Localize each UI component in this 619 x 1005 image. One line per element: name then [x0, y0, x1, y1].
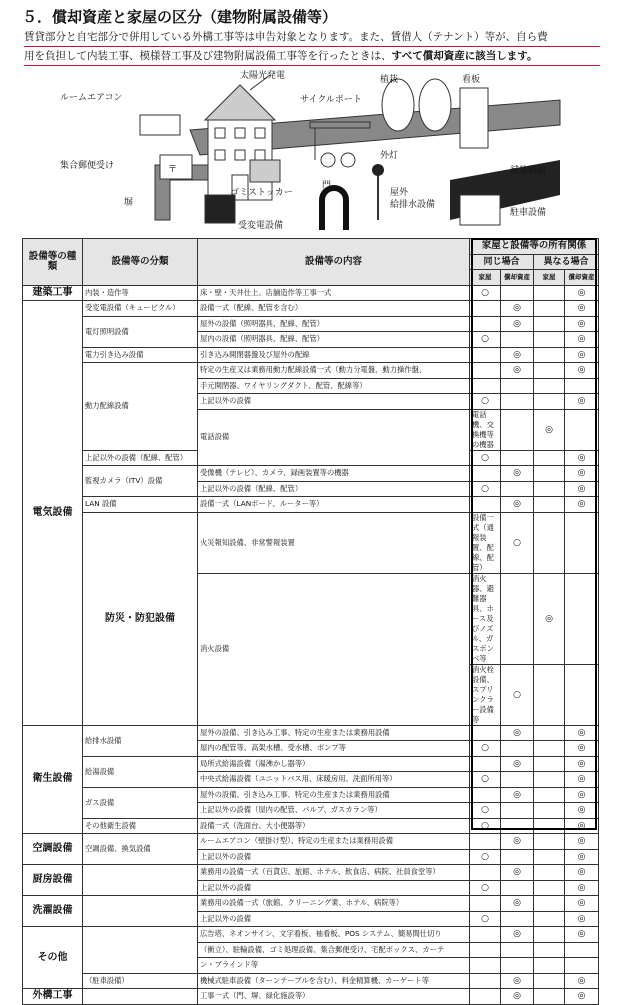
table-row	[23, 787, 599, 803]
content-cell: 消火栓設備、スプリンクラー設備等	[470, 664, 501, 725]
mark-cell	[470, 973, 501, 989]
mark-cell	[501, 958, 534, 974]
mark-cell: ◎	[501, 973, 534, 989]
mark-cell: ◎	[565, 301, 599, 317]
classification-cell: 電力引き込み設備	[83, 347, 198, 363]
table-row	[23, 497, 599, 513]
mark-cell: ◎	[565, 880, 599, 896]
intro-line-1: 賃貸部分と自宅部分で併用している外構工事等は申告対象となります。また、賃借人（テナント）等が、自ら費	[24, 28, 600, 47]
table-row	[23, 896, 599, 912]
mark-cell	[470, 497, 501, 513]
header-same: 同じ場合	[470, 254, 534, 270]
asset-classification-table	[22, 238, 599, 1005]
mark-cell	[534, 332, 565, 348]
mark-cell: ◎	[565, 787, 599, 803]
intro-line-2	[24, 47, 600, 66]
building-illustration	[60, 70, 580, 240]
content-cell: 業務用の設備一式（百貨店、旅館、ホテル、飲食店、病院、社員食堂等）	[198, 865, 470, 881]
header-content: 設備等の内容	[198, 239, 470, 286]
mark-cell	[534, 849, 565, 865]
table-row	[23, 301, 599, 317]
mark-cell	[470, 834, 501, 850]
tree-icon-2	[419, 79, 451, 131]
header-classification: 設備等の分類	[83, 239, 198, 286]
classification-cell: 電灯照明設備	[83, 316, 198, 347]
mark-cell	[565, 573, 599, 664]
table-row	[23, 347, 599, 363]
mark-cell	[565, 942, 599, 958]
content-cell: 屋外の設備、引き込み工事、特定の生産または業務用設備	[198, 787, 470, 803]
intro-line-2-text: 用を負担して内装工事、模様替工事及び建物附属設備工事等を行ったときは、	[24, 50, 392, 62]
content-cell: 設備一式（配線、配管を含む）	[198, 301, 470, 317]
mark-cell	[534, 301, 565, 317]
mark-cell: ○	[470, 285, 501, 301]
mark-cell	[565, 378, 599, 394]
mark-cell	[501, 481, 534, 497]
content-cell: 上記以外の設備	[198, 849, 470, 865]
mark-cell	[534, 497, 565, 513]
mark-cell: ○	[470, 332, 501, 348]
mark-cell	[501, 911, 534, 927]
mark-cell	[534, 394, 565, 410]
mark-cell	[534, 481, 565, 497]
mark-cell	[534, 450, 565, 466]
content-cell: （衝立）、駐輪設備、ゴミ処理設備、集合郵便受け、宅配ボックス、カーテ	[198, 942, 470, 958]
mark-cell	[534, 466, 565, 482]
header-different: 異なる場合	[534, 254, 599, 270]
mark-cell: ○	[470, 849, 501, 865]
mark-cell	[470, 958, 501, 974]
label-signboard: 看板	[462, 75, 481, 85]
mark-cell: ◎	[565, 772, 599, 788]
category-cell: 空調設備	[23, 834, 83, 865]
category-cell: 厨房設備	[23, 865, 83, 896]
parking-icon	[460, 195, 500, 225]
mark-cell	[534, 285, 565, 301]
mark-cell	[534, 316, 565, 332]
classification-cell: LAN 設備	[83, 497, 198, 513]
table-row	[23, 834, 599, 850]
label-paving: 舗装路面	[510, 166, 547, 176]
mark-cell	[534, 973, 565, 989]
mark-cell: ○	[470, 394, 501, 410]
mark-cell: ○	[470, 818, 501, 834]
mark-cell: ◎	[565, 466, 599, 482]
mark-cell: ◎	[565, 347, 599, 363]
mark-cell: ◎	[565, 725, 599, 741]
label-mailbox: 集合郵便受け	[60, 161, 115, 171]
label-aircon: ルームエアコン	[60, 93, 123, 103]
classification-cell: 消火設備	[198, 573, 470, 725]
signboard-icon	[460, 88, 488, 148]
classification-cell: ガス設備	[83, 787, 198, 818]
mark-cell	[470, 989, 501, 1005]
content-cell: 電話機、交換機等の機器	[470, 409, 501, 450]
label-light: 外灯	[380, 151, 399, 161]
classification-cell: 空調設備、換気設備	[83, 834, 198, 865]
mark-cell	[501, 818, 534, 834]
content-cell: ン・ブラインド等	[198, 958, 470, 974]
content-cell: 受像機（テレビ）、カメラ、録画装置等の機器	[198, 466, 470, 482]
label-wall: 塀	[124, 198, 134, 208]
label-cycleport: サイクルポート	[300, 95, 362, 105]
mark-cell	[501, 450, 534, 466]
mark-cell	[534, 725, 565, 741]
mark-cell: ◎	[565, 363, 599, 379]
category-cell: 洗濯設備	[23, 896, 83, 927]
mark-cell	[565, 512, 599, 573]
mark-cell	[534, 756, 565, 772]
label-drainage-1: 屋外	[390, 188, 409, 198]
classification-cell	[83, 865, 198, 896]
content-cell: 機械式駐車設備（ターンテーブルを含む）、料金精算機、カーゲート等	[198, 973, 470, 989]
mark-cell: ◎	[501, 497, 534, 513]
mark-cell: ○	[470, 772, 501, 788]
table-row	[23, 756, 599, 772]
category-cell: 衛生設備	[23, 725, 83, 834]
mark-cell	[470, 363, 501, 379]
mark-cell: ◎	[565, 450, 599, 466]
mark-cell	[534, 512, 565, 573]
content-cell: 上記以外の設備	[198, 911, 470, 927]
label-garbage: ゴミストッカー	[230, 188, 293, 198]
mark-cell: ◎	[565, 896, 599, 912]
mark-cell	[534, 363, 565, 379]
mark-cell	[470, 865, 501, 881]
mark-cell: ◎	[501, 316, 534, 332]
garbage-box-icon	[250, 160, 280, 182]
aircon-icon	[140, 115, 180, 135]
mark-cell	[470, 378, 501, 394]
page-title: ５．償却資産と家屋の区分（建物附属設備等）	[22, 8, 338, 26]
intro-line-2-bold: すべて償却資産に該当します。	[391, 50, 538, 62]
content-cell: 屋外の設備（照明器具、配線、配管）	[198, 316, 470, 332]
street-light-icon	[372, 164, 384, 220]
content-cell: 中央式給湯設備（ユニットバス用、床暖房用、洗面所用等）	[198, 772, 470, 788]
content-cell: 設備一式（LANボード、ルーター等）	[198, 497, 470, 513]
mark-cell: ◎	[501, 787, 534, 803]
content-cell: 設備一式（通報装置、配線、配管）	[470, 512, 501, 573]
header-house-diff: 家屋	[534, 270, 565, 286]
header-house-same: 家屋	[470, 270, 501, 286]
table-row	[23, 989, 599, 1005]
gate-icon	[322, 188, 346, 230]
mark-cell: ◎	[501, 989, 534, 1005]
mark-cell	[534, 772, 565, 788]
mark-cell: ◎	[565, 481, 599, 497]
mark-cell	[534, 880, 565, 896]
mark-cell	[501, 772, 534, 788]
mark-cell: ◎	[501, 363, 534, 379]
table-row	[23, 363, 599, 379]
classification-cell: 監視カメラ（ITV）設備	[83, 466, 198, 497]
table-row	[23, 818, 599, 834]
category-cell: 外構工事	[23, 989, 83, 1005]
mark-cell	[501, 378, 534, 394]
content-cell: 広告塔、ネオンサイン、文字看板、袖看板、POS システム、簡易間仕切り	[198, 927, 470, 943]
tree-icon	[382, 79, 414, 131]
label-parking: 駐車設備	[510, 208, 547, 218]
content-cell: 消火器、避難器具、ホース及びノズル、ガスボンベ等	[470, 573, 501, 664]
mark-cell	[565, 409, 599, 450]
mark-cell	[534, 989, 565, 1005]
mark-cell	[501, 741, 534, 757]
mark-cell	[501, 942, 534, 958]
mark-cell	[501, 332, 534, 348]
label-solar: 太陽光発電	[240, 71, 286, 81]
classification-cell: 給湯設備	[83, 756, 198, 787]
label-substation: 受変電設備	[238, 221, 284, 231]
mark-cell: ◎	[565, 497, 599, 513]
content-cell: 手元開閉器、ワイヤリングダクト、配管、配線等）	[198, 378, 470, 394]
mailbox-symbol: 〒	[168, 165, 178, 175]
mark-cell: ○	[470, 880, 501, 896]
mark-cell: ◎	[534, 573, 565, 664]
mark-cell	[534, 927, 565, 943]
mark-cell	[534, 911, 565, 927]
classification-cell: 内装・造作等	[83, 285, 198, 301]
mark-cell: ◎	[565, 849, 599, 865]
classification-cell: 電話設備	[198, 409, 470, 466]
mark-cell	[534, 347, 565, 363]
mark-cell: ○	[501, 512, 534, 573]
mark-cell	[501, 573, 534, 664]
mark-cell	[501, 880, 534, 896]
mark-cell: ◎	[501, 466, 534, 482]
classification-cell	[83, 989, 198, 1005]
classification-cell: その他衛生設備	[83, 818, 198, 834]
mark-cell	[534, 942, 565, 958]
table-row	[23, 466, 599, 482]
mark-cell: ◎	[501, 865, 534, 881]
header-category: 設備等の種類	[23, 239, 83, 286]
content-cell: 屋内の配管等、高架水槽、受水槽、ポンプ等	[198, 741, 470, 757]
mark-cell: ◎	[501, 725, 534, 741]
classification-cell: 動力配線設備	[83, 363, 198, 451]
classification-cell: 火災報知設備、非常警報装置	[198, 512, 470, 573]
mark-cell: ◎	[565, 911, 599, 927]
mark-cell: ◎	[565, 756, 599, 772]
mark-cell: ○	[470, 481, 501, 497]
label-drainage-2: 給排水設備	[390, 200, 436, 210]
mark-cell	[501, 409, 534, 450]
mark-cell: ○	[470, 803, 501, 819]
mark-cell	[565, 958, 599, 974]
mark-cell: ◎	[565, 834, 599, 850]
category-cell: 建築工事	[23, 285, 83, 301]
mark-cell	[534, 958, 565, 974]
mark-cell	[470, 301, 501, 317]
mark-cell	[534, 834, 565, 850]
classification-cell: （駐車設備）	[83, 973, 198, 989]
mark-cell: ◎	[565, 818, 599, 834]
mark-cell: ○	[501, 664, 534, 725]
table-row	[23, 316, 599, 332]
mark-cell	[534, 865, 565, 881]
mark-cell	[565, 664, 599, 725]
content-cell: 上記以外の設備（屋内の配管、バルブ、ガスカラン等）	[198, 803, 470, 819]
content-cell: 特定の生産又は業務用動力配線設備一式（動力分電盤、動力操作盤、	[198, 363, 470, 379]
mark-cell	[534, 741, 565, 757]
mark-cell	[534, 664, 565, 725]
mark-cell: ◎	[565, 989, 599, 1005]
content-cell: 設備一式（洗面台、大小便器等）	[198, 818, 470, 834]
content-cell: 局所式給湯設備（湯沸かし器等）	[198, 756, 470, 772]
mark-cell	[501, 803, 534, 819]
mark-cell: ◎	[565, 285, 599, 301]
content-cell: 床・壁・天井仕上、店舗造作等工事一式	[198, 285, 470, 301]
content-cell: 屋外の設備、引き込み工事、特定の生産または業務用設備	[198, 725, 470, 741]
mark-cell: ◎	[565, 973, 599, 989]
mark-cell: ○	[470, 741, 501, 757]
content-cell: 工事一式（門、塀、緑化施設等）	[198, 989, 470, 1005]
mark-cell: ◎	[501, 896, 534, 912]
mark-cell: ◎	[501, 347, 534, 363]
mark-cell: ◎	[501, 756, 534, 772]
mark-cell: ○	[470, 911, 501, 927]
mark-cell	[470, 787, 501, 803]
classification-cell	[83, 896, 198, 927]
header-relation: 家屋と設備等の所有関係	[470, 239, 599, 255]
table-row	[23, 865, 599, 881]
content-cell: 上記以外の設備	[198, 394, 470, 410]
mark-cell	[534, 787, 565, 803]
header-asset-same: 償却資産	[501, 270, 534, 286]
content-cell: 引き込み開閉器盤及び屋外の配線	[198, 347, 470, 363]
content-cell: 上記以外の設備（配線、配管）	[198, 481, 470, 497]
category-cell: 防災・防犯設備	[83, 512, 198, 725]
mark-cell: ◎	[565, 741, 599, 757]
mark-cell: ◎	[565, 803, 599, 819]
mark-cell: ◎	[565, 332, 599, 348]
mark-cell	[534, 818, 565, 834]
content-cell: 上記以外の設備	[198, 880, 470, 896]
content-cell: 屋内の設備（照明器具、配線、配管）	[198, 332, 470, 348]
mark-cell: ◎	[565, 927, 599, 943]
mark-cell: ◎	[565, 865, 599, 881]
mark-cell: ◎	[565, 316, 599, 332]
label-gate: 門	[322, 181, 332, 191]
category-cell: 電気設備	[23, 301, 83, 726]
content-cell: 上記以外の設備（配線、配管）	[83, 450, 198, 466]
mark-cell: ◎	[565, 394, 599, 410]
mark-cell: ○	[470, 450, 501, 466]
mark-cell: ◎	[534, 409, 565, 450]
category-cell: その他	[23, 927, 83, 989]
mark-cell	[470, 347, 501, 363]
mark-cell	[470, 896, 501, 912]
mark-cell	[470, 316, 501, 332]
classification-cell: 受変電設備（キュービクル）	[83, 301, 198, 317]
table-row	[23, 725, 599, 741]
table-row	[23, 285, 599, 301]
mark-cell	[534, 378, 565, 394]
mark-cell	[534, 803, 565, 819]
content-cell: ルームエアコン（壁掛け型）、特定の生産または業務用設備	[198, 834, 470, 850]
substation-icon	[205, 195, 235, 223]
table-row	[23, 512, 599, 573]
mark-cell	[470, 466, 501, 482]
intro-text	[24, 28, 600, 66]
mark-cell: ◎	[501, 834, 534, 850]
classification-cell	[83, 927, 198, 974]
mark-cell	[501, 285, 534, 301]
content-cell: 業務用の設備一式（旅館、クリーニング業、ホテル、病院等）	[198, 896, 470, 912]
table-row	[23, 927, 599, 943]
label-planting: 植栽	[380, 75, 399, 85]
header-asset-diff: 償却資産	[565, 270, 599, 286]
mark-cell: ◎	[501, 927, 534, 943]
mark-cell	[534, 896, 565, 912]
mark-cell	[501, 849, 534, 865]
table-row	[23, 973, 599, 989]
mark-cell	[501, 394, 534, 410]
mark-cell	[470, 927, 501, 943]
mark-cell	[470, 756, 501, 772]
classification-cell: 給排水設備	[83, 725, 198, 756]
mark-cell	[470, 942, 501, 958]
mark-cell: ◎	[501, 301, 534, 317]
mark-cell	[470, 725, 501, 741]
